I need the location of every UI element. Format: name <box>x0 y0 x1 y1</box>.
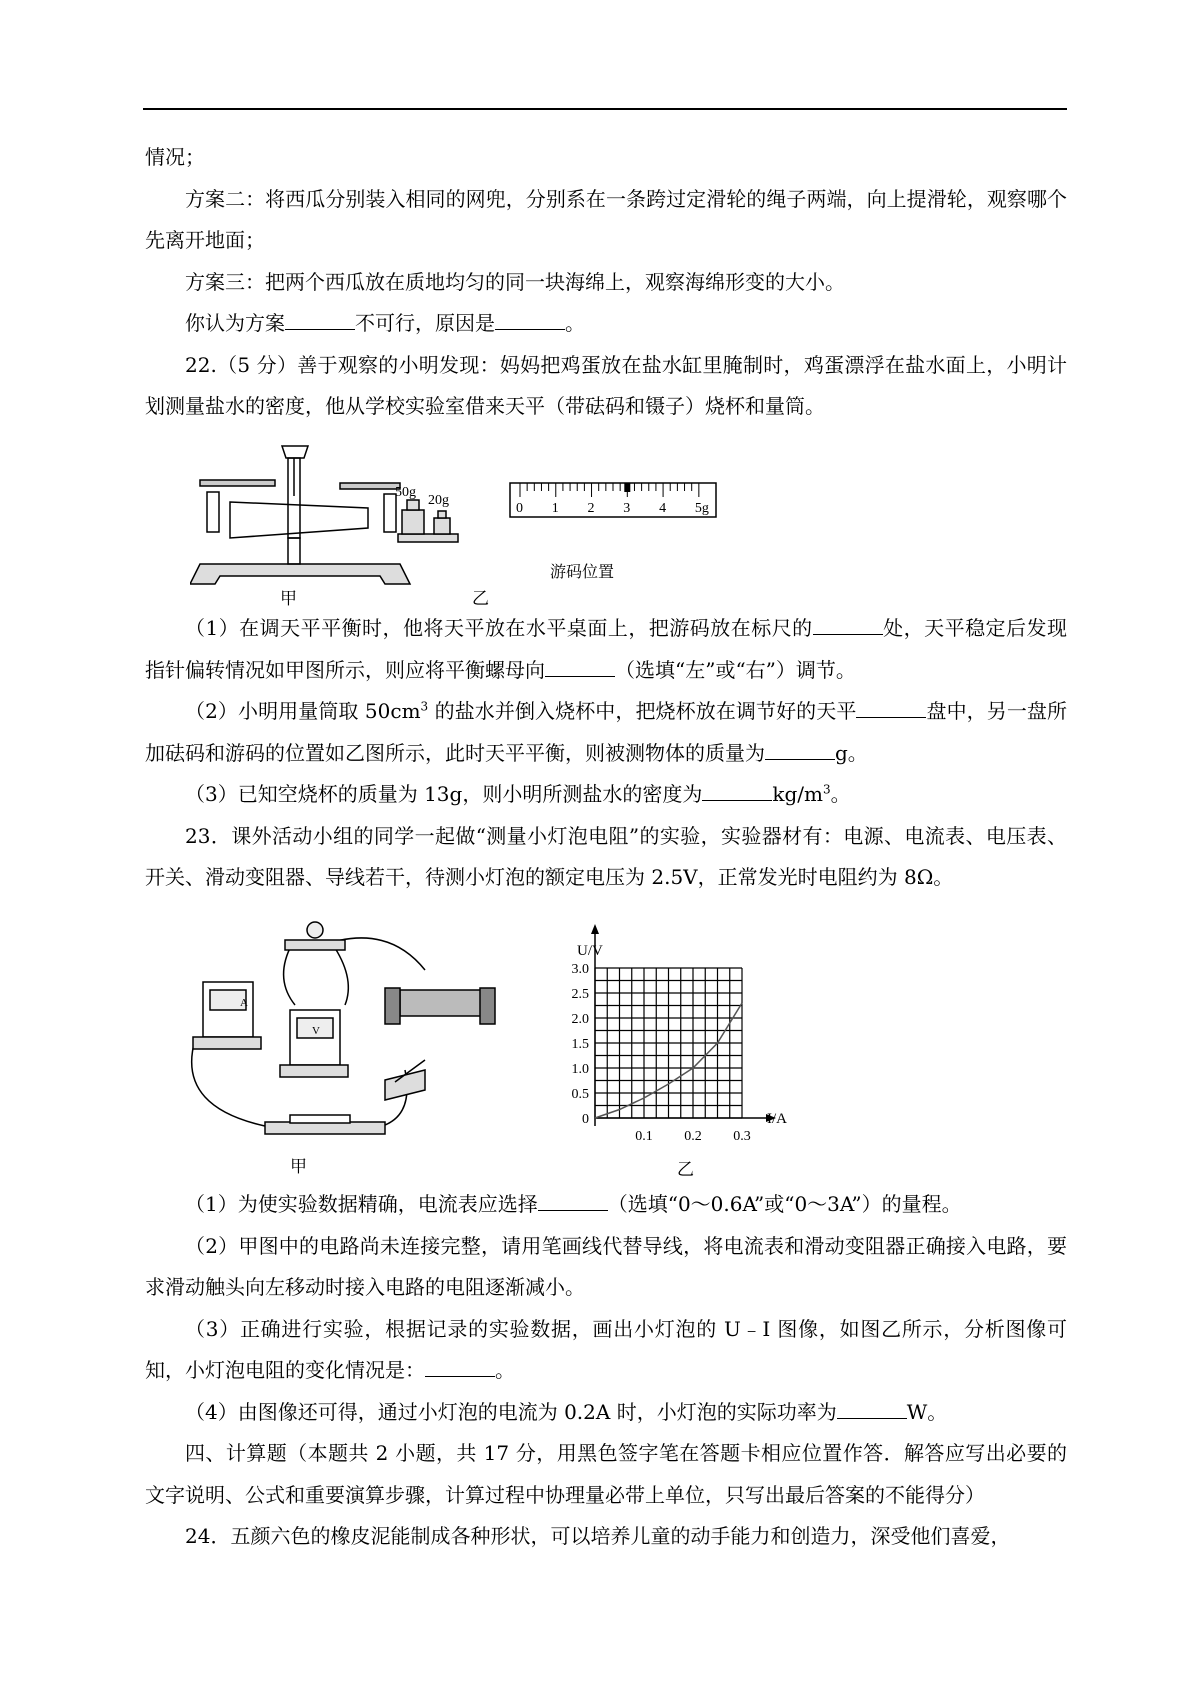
section-four-heading: 四、计算题（本题共 2 小题，共 17 分，用黑色签字笔在答题卡相应位置作答．解答应写出必要的文字说明、公式和重要演算步骤，计算过程中协理量必带上单位，只写出最后答案的不能得分） <box>145 1441 1067 1507</box>
answer-blank[interactable] <box>702 780 772 801</box>
x-axis-label: I/A <box>767 1111 787 1127</box>
q22-stem: 22.（5 分）善于观察的小明发现：妈妈把鸡蛋放在盐水缸里腌制时，鸡蛋漂浮在盐水面上，小明计划测量盐水的密度，他从学校实验室借来天平（带砝码和镊子）烧杯和量筒。 <box>145 352 1067 418</box>
rider-ruler <box>510 483 716 517</box>
y-axis-label: U/V <box>577 943 603 959</box>
q22-part3: （3）已知空烧杯的质量为 13g，则小明所测盐水的密度为 $kg/m^3$。 <box>185 782 851 806</box>
ruler-tick-label: 5g <box>694 501 709 516</box>
y-tick-label: 2.5 <box>571 987 589 1002</box>
q23-part3: （3）正确进行实验，根据记录的实验数据，画出小灯泡的 U﹣I 图像，如图乙所示，分析图像可知，小灯泡电阻的变化情况是： 。 <box>145 1316 1067 1382</box>
answer-blank[interactable] <box>425 1356 495 1377</box>
weight-20g-label: 20g <box>428 493 449 508</box>
answer-blank[interactable] <box>856 697 926 718</box>
answer-blank[interactable] <box>765 739 835 760</box>
text-block-1 <box>145 137 1067 428</box>
q22-part1: （1）在调天平平衡时，他将天平放在水平桌面上，把游码放在标尺的 处，天平稳定后发现指针偏转情况如甲图所示，则应将平衡螺母向 （选填“左”或“右”）调节。 <box>145 616 1067 682</box>
y-axis-arrow <box>591 924 599 934</box>
figure-label-a: 甲 <box>290 1157 307 1176</box>
rider-marker <box>624 483 630 492</box>
y-tick-label: 3.0 <box>571 962 589 977</box>
answer-blank[interactable] <box>837 1398 907 1419</box>
balance-figure <box>190 436 730 606</box>
ammeter-a-glyph: A <box>240 997 248 1009</box>
q23-stem: 23．课外活动小组的同学一起做“测量小灯泡电阻”的实验，实验器材有：电源、电流表、电压表、开关、滑动变阻器、导线若干，待测小灯泡的额定电压为 2.5V，正常发光时电阻约为 8Ω。 <box>145 823 1067 889</box>
q22-part2: （2）小明用量筒取 $50cm^3$ 的盐水并倒入烧杯中，把烧杯放在调节好的天平 盘中，另一盘所加砝码和游码的位置如乙图所示，此时天平平衡，则被测物体的质量为 g。 <box>145 699 1067 765</box>
ruler-tick-label: 3 <box>623 501 631 516</box>
circuit-illustration <box>192 922 495 1134</box>
y-tick-label: 1.0 <box>571 1062 589 1077</box>
plan-two: 方案二：将西瓜分别装入相同的网兜，分别系在一条跨过定滑轮的绳子两端，向上提滑轮，观察哪个先离开地面； <box>145 186 1067 252</box>
x-tick-label: 0.2 <box>684 1129 702 1144</box>
q24-stem: 24．五颜六色的橡皮泥能制成各种形状，可以培养儿童的动手能力和创造力，深受他们喜爱， <box>185 1524 1011 1548</box>
chart-grid <box>591 924 776 1126</box>
weight-50g-label: 50g <box>395 485 416 500</box>
balance-illustration <box>190 446 410 584</box>
ruler-tick-label: 1 <box>551 501 559 516</box>
header-rule <box>143 108 1067 110</box>
ruler-tick-label: 0 <box>516 501 523 516</box>
ruler-caption: 游码位置 <box>550 564 615 581</box>
voltmeter-v-glyph: V <box>312 1025 320 1037</box>
plan-three: 方案三：把两个西瓜放在质地均匀的同一块海绵上，观察海绵形变的大小。 <box>185 269 845 294</box>
answer-blank[interactable] <box>495 309 565 330</box>
answer-blank[interactable] <box>538 1190 608 1211</box>
answer-blank[interactable] <box>813 614 883 635</box>
q23-part4: （4）由图像还可得，通过小灯泡的电流为 0.2A 时，小灯泡的实际功率为 W。 <box>185 1399 948 1424</box>
figure-label-a: 甲 <box>280 589 297 606</box>
text-block-3 <box>145 1184 1067 1558</box>
ruler-tick-label: 4 <box>659 501 667 516</box>
figure-label-b: 乙 <box>677 1160 694 1179</box>
ruler-tick-label: 2 <box>587 501 595 516</box>
x-tick-label: 0.3 <box>733 1129 751 1144</box>
continued-text: 情况； <box>145 145 205 169</box>
q23-part1: （1）为使实验数据精确，电流表应选择 （选填“0～0.6A”或“0～3A”）的量程。 <box>185 1192 962 1216</box>
circuit-figure <box>185 910 525 1180</box>
answer-blank[interactable] <box>545 656 615 677</box>
answer-blank[interactable] <box>285 309 355 330</box>
q23-part2: （2）甲图中的电路尚未连接完整，请用笔画线代替导线，将电流表和滑动变阻器正确接入电路，要求滑动触头向左移动时接入电路的电阻逐渐减小。 <box>145 1233 1067 1299</box>
y-tick-label: 1.5 <box>571 1037 589 1052</box>
y-tick-label: 2.0 <box>571 1012 589 1027</box>
x-tick-label: 0.1 <box>635 1129 653 1144</box>
ui-chart <box>555 920 805 1180</box>
figure-label-b: 乙 <box>472 589 489 606</box>
y-tick-label: 0 <box>582 1112 589 1127</box>
y-tick-label: 0.5 <box>571 1087 589 1102</box>
text-block-2 <box>145 608 1067 899</box>
q21-question: 你认为方案 不可行，原因是 。 <box>185 311 585 335</box>
